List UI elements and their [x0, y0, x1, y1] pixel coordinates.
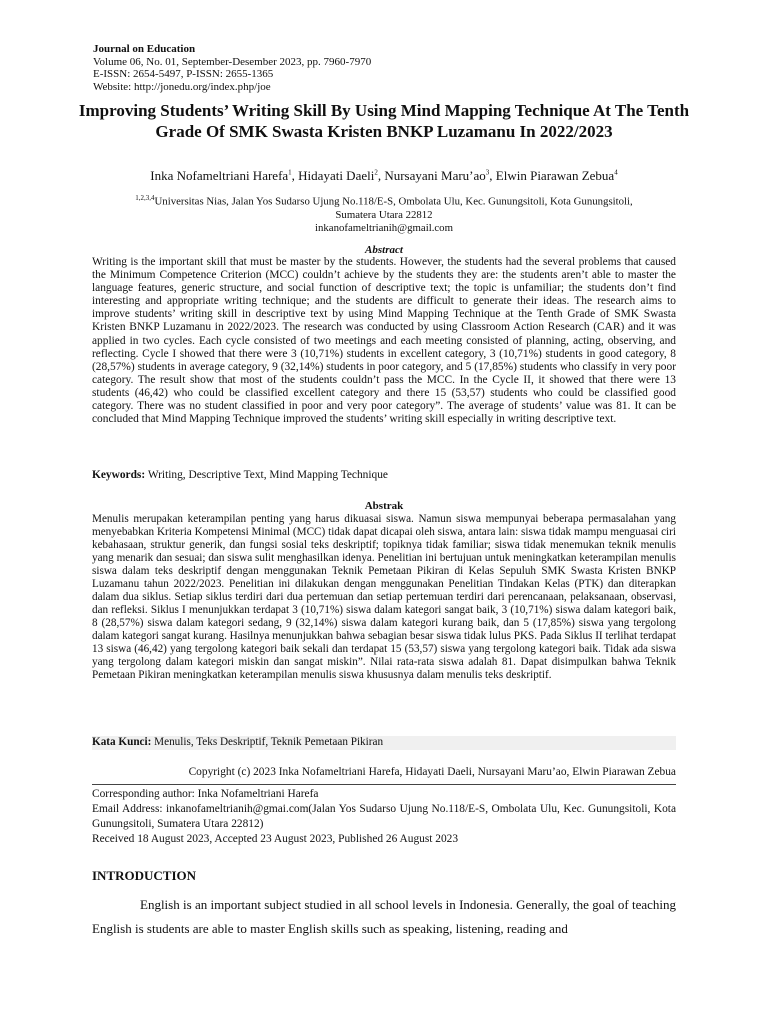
copyright-notice: Copyright (c) 2023 Inka Nofameltriani Harefa, Hidayati Daeli, Nursayani Maru’ao, Elwin Piarawan Zebua	[188, 766, 676, 778]
author-separator: ,	[489, 168, 496, 183]
journal-issn: E-ISSN: 2654-5497, P-ISSN: 2655-1365	[93, 68, 274, 81]
author-name: Nursayani Maru’ao	[384, 168, 486, 183]
corresponding-author: Corresponding author: Inka Nofameltriani Harefa	[92, 788, 319, 800]
author-list	[60, 168, 708, 184]
author-separator: ,	[377, 168, 385, 183]
author-name: Inka Nofameltriani Harefa	[150, 168, 289, 183]
kata-kunci-label: Kata Kunci:	[92, 736, 152, 748]
keywords-value: Writing, Descriptive Text, Mind Mapping Technique	[147, 469, 388, 481]
author-email[interactable]: inkanofameltrianih@gmail.com	[315, 221, 453, 234]
kata-kunci	[92, 736, 676, 750]
author-separator: ,	[291, 168, 299, 183]
keywords	[92, 469, 676, 481]
journal-header	[93, 43, 371, 93]
corresponding-email: Email Address: inkanofameltrianih@gmai.com(Jalan Yos Sudarso Ujung No.118/E-S, Ombolata Ulu, Kec. Gunungsitoli, Kota Gunungsitoli, Sumatera Utara 22812)	[92, 803, 676, 830]
author-affil-sup: 2	[374, 168, 378, 177]
abstrak-text: Menulis merupakan keterampilan penting yang harus dikuasai siswa. Namun siswa mempunyai beberapa permasalahan yang menyebabkan Kriteria Kompetensi Minimal (MCC) tidak dapat dicapai oleh siswa, antara lain: siswa tidak mampu menguasai ciri kebahasaan, struktur generik, dan fungsi sosial teks deskriptif; topiknya tidak familiar; siswa tidak menemukan teknik menulis yang menarik dan sesuai; dan siswa sulit menghasilkan idenya. Penelitian ini bertujuan untuk meningkatkan keterampilan menulis siswa dalam teks deskriptif dengan menggunakan Teknik Pemetaan Pikiran di Kelas Sepuluh SMK Swasta Kristen BNKP Luzamanu tahun 2022/2023. Penelitian ini dilakukan dengan menggunakan Penelitian Tindakan Kelas (PTK) dan diterapkan dalam dua siklus. Setiap siklus terdiri dari dua pertemuan dan setiap pertemuan terdiri dari perencanaan, pelaksanaan, observasi, dan refleksi. Siklus I menunjukkan terdapat 3 (10,71%) siswa dalam kategori sangat baik, 3 (10,71%) siswa dalam kategori baik, 8 (28,57%) siswa dalam kategori sedang, 9 (32,14%) siswa dalam kategori kurang baik, dan 5 (17,85%) siswa yang tergolong dalam kategori sangat kurang. Hasilnya menunjukkan bahwa sebagian besar siswa tidak lulus PKS. Pada Siklus II terlihat terdapat 13 siswa (46,42) yang tergolong kategori baik sekali dan terdapat 15 (53,57) siswa yang tergolong kategori baik. Tidak ada siswa yang tergolong dalam kategori miskin dan sangat miskin”. Nilai rata-rata siswa adalah 81. Dapat disimpulkan bahwa Teknik Pemetaan Pikiran meningkatkan keterampilan menulis siswa khususnya dalam menulis teks deskriptif.	[92, 513, 676, 681]
affiliation	[100, 192, 668, 235]
journal-name: Journal on Education	[93, 43, 196, 55]
author-name: Elwin Piarawan Zebua	[495, 168, 615, 183]
introduction-heading: INTRODUCTION	[92, 868, 197, 883]
keywords-label: Keywords:	[92, 469, 146, 481]
introduction-text: English is an important subject studied in all school levels in Indonesia. Generally, the goal of teaching English is students are able to master English skills such as speaking, listening, reading and	[92, 897, 676, 936]
author-name: Hidayati Daeli	[298, 168, 375, 183]
abstrak-heading: Abstrak	[364, 500, 404, 512]
divider	[92, 784, 676, 785]
author-affil-sup: 3	[485, 168, 490, 177]
paper-title: Improving Students’ Writing Skill By Using Mind Mapping Technique At The Tenth Grade Of SMK Swasta Kristen BNKP Luzamanu In 2022/2023	[78, 101, 690, 141]
publication-dates: Received 18 August 2023, Accepted 23 August 2023, Published 26 August 2023	[92, 833, 459, 845]
affiliation-sup: 1,2,3,4	[135, 194, 155, 202]
correspondence-block	[92, 787, 676, 847]
affiliation-line: Sumatera Utara 22812	[335, 208, 433, 221]
journal-volume: Volume 06, No. 01, September-Desember 2023, pp. 7960-7970	[93, 55, 372, 68]
kata-kunci-value: Menulis, Teks Deskriptif, Teknik Pemetaan Pikiran	[154, 736, 384, 748]
abstract-heading: Abstract	[365, 244, 403, 256]
abstract-text: Writing is the important skill that must be master by the students. However, the students had the several problems that caused the Minimum Competence Criterion (MCC) couldn’t achieve by the students they are: the students aren’t able to master the language features, generic structure, and social function of descriptive text; the topic is unfamiliar; the students don’t find interesting and appropriate writing technique; and the students are difficult to generate their ideas. The research aims to improve students’ writing skill in descriptive text by using Mind Mapping Technique at the Tenth Grade of SMK Swasta Kristen BNKP Luzamanu in 2022/2023. The research was conducted by using Classroom Action Research (CAR) and it was applied in two cycles. Each cycle consisted of two meetings and each meeting consisted of planning, acting, observing, and reflecting. Cycle I showed that there were 3 (10,71%) students in excellent category, 3 (10,71%) students in good category, 8 (28,57%) students in average category, 9 (32,14%) students in poor category, and 5 (17,85%) students who classify in very poor category. The result show that most of the students couldn’t pass the MCC. In the Cycle II, it showed that there were 13 students (46,42) who could be classified excellent category and there 15 (53,57) students who could be classified good category. There was no student classified in poor and very poor category”. The average of students’ value was 81. It can be concluded that Mind Mapping Technique improved the students’ writing skill especially in writing descriptive text.	[92, 256, 676, 426]
affiliation-line: Universitas Nias, Jalan Yos Sudarso Ujung No.118/E-S, Ombolata Ulu, Kec. Gunungsitoli, Kota Gunungsitoli,	[154, 195, 633, 208]
author-affil-sup: 4	[614, 168, 618, 177]
journal-website: Website: http://jonedu.org/index.php/joe	[93, 80, 271, 93]
author-affil-sup: 1	[288, 168, 292, 177]
